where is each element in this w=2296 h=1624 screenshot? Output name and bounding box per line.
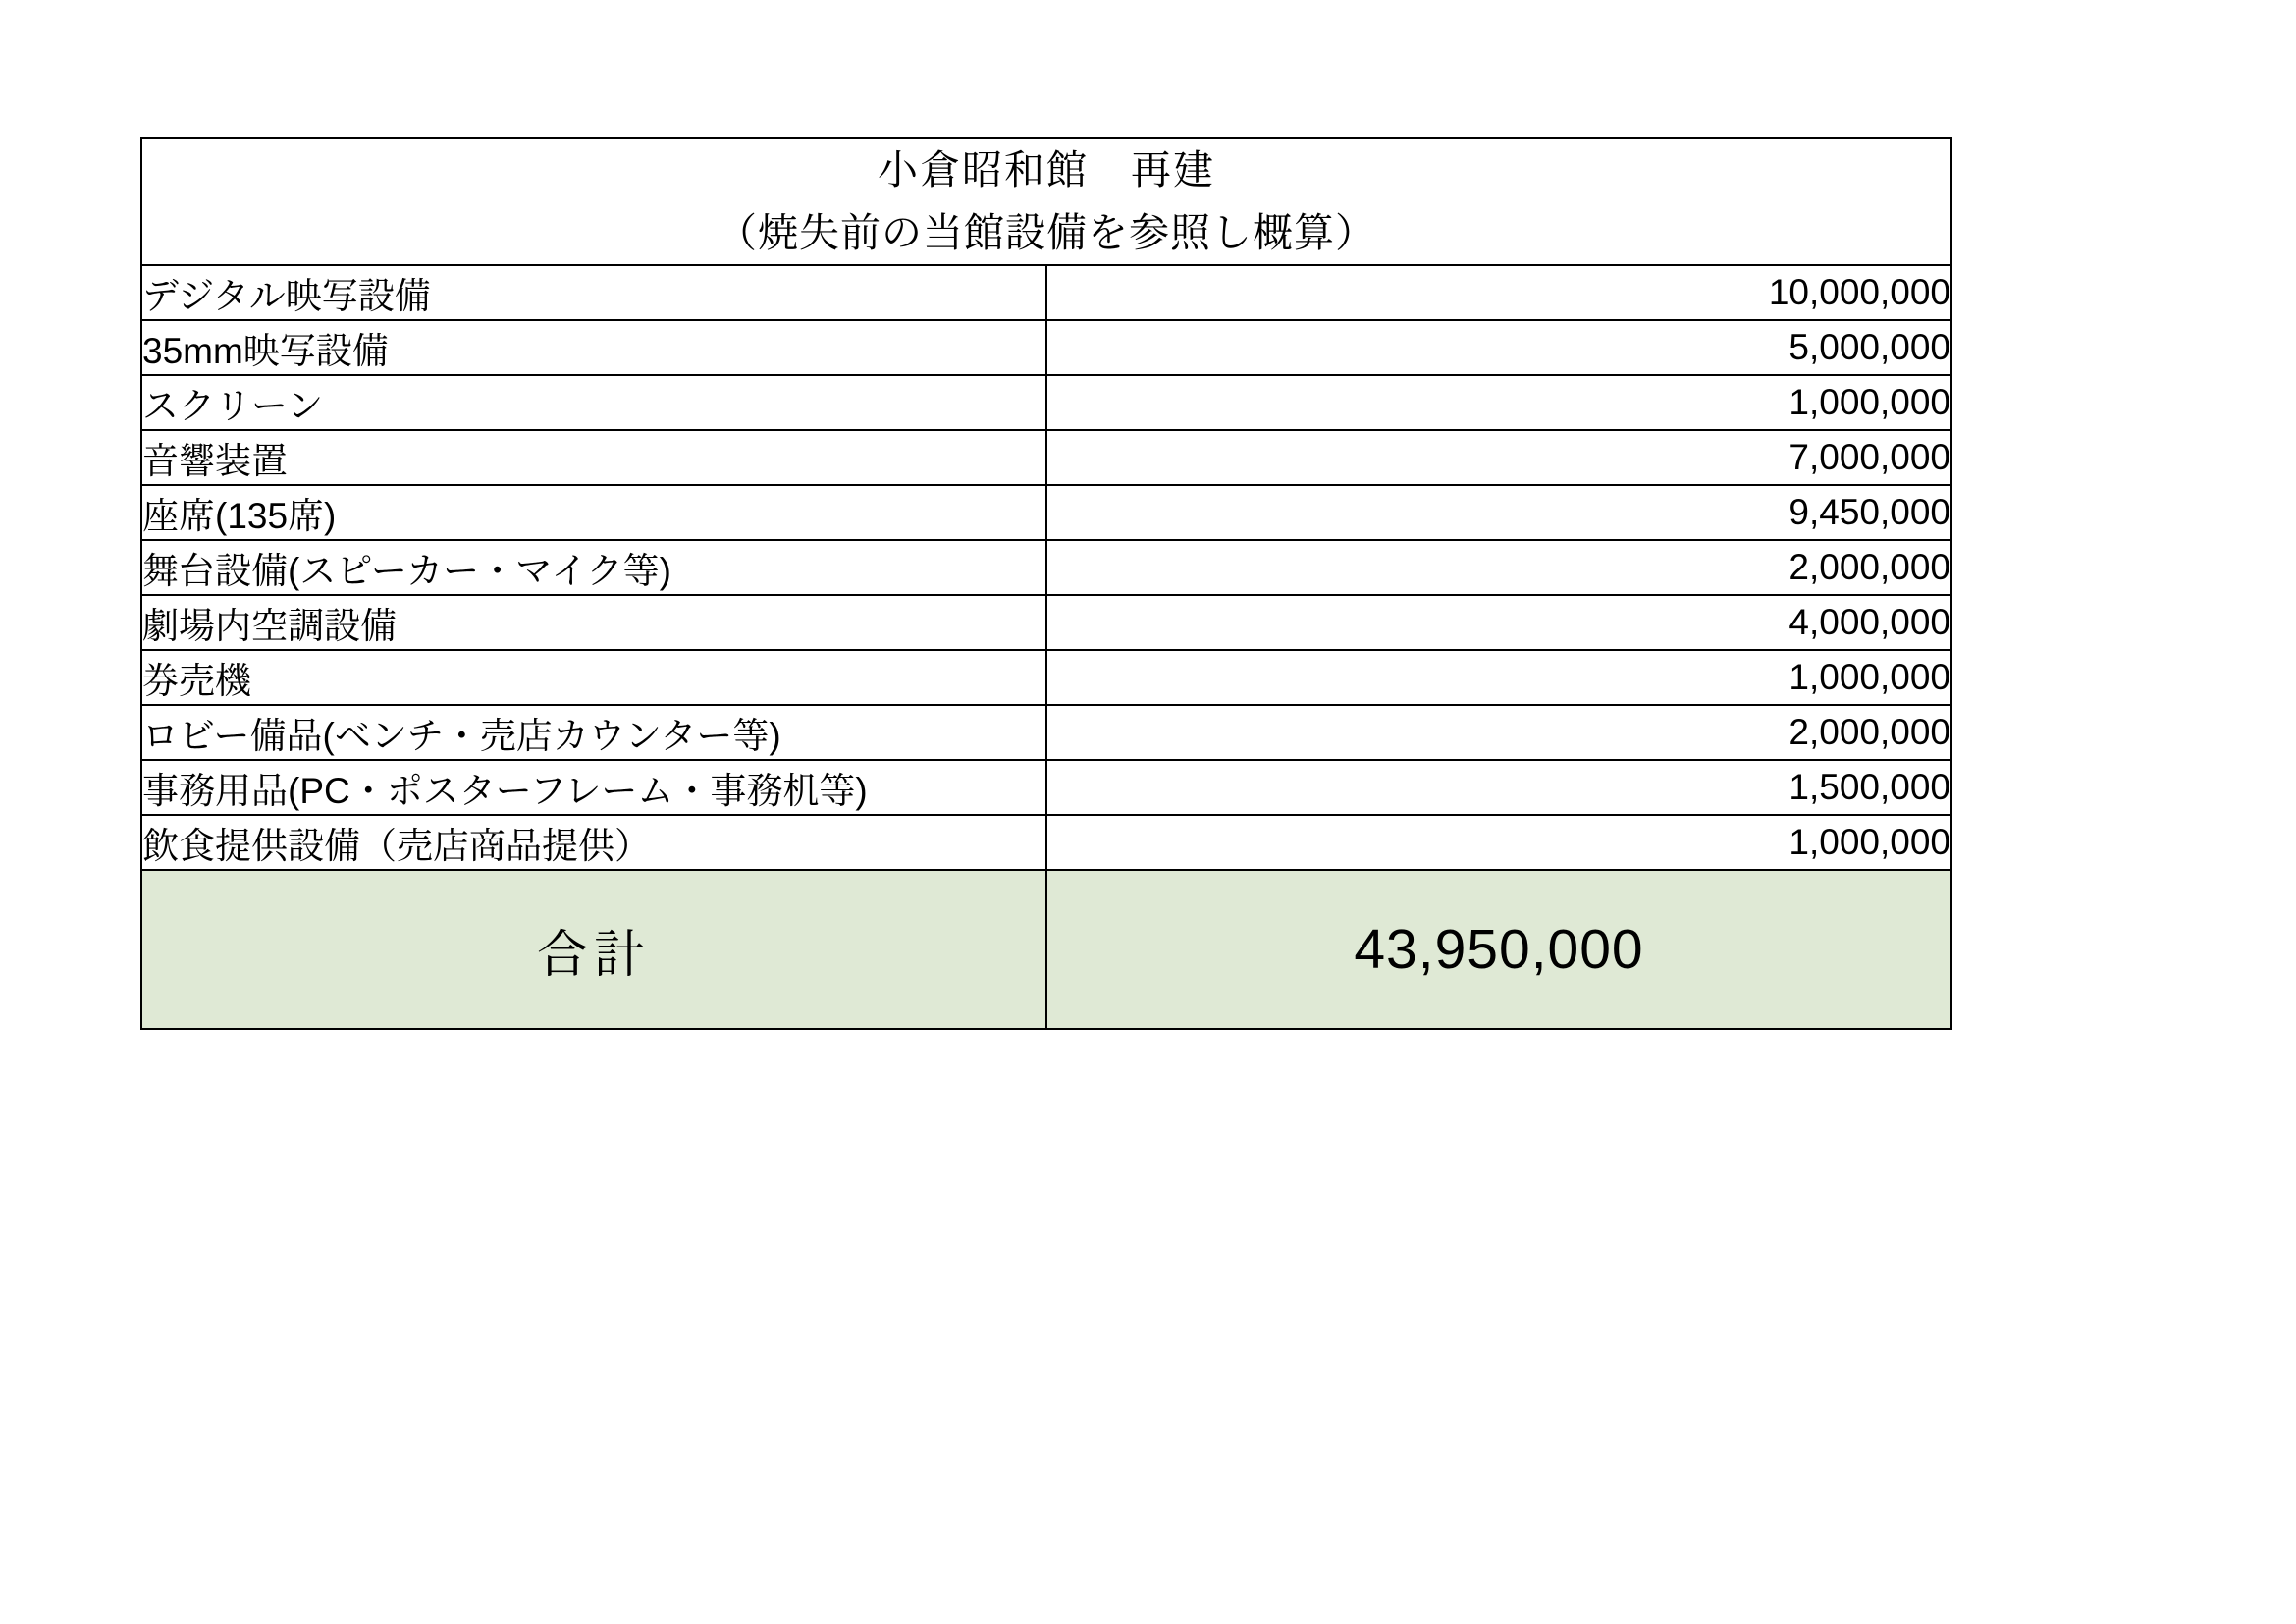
table-row	[141, 815, 1951, 870]
item-label: 券売機	[141, 650, 1046, 705]
table-row	[141, 430, 1951, 485]
table-row	[141, 540, 1951, 595]
item-label: 舞台設備(スピーカー・マイク等)	[141, 540, 1046, 595]
item-value: 9,450,000	[1046, 485, 1951, 540]
table-row	[141, 760, 1951, 815]
item-value: 1,000,000	[1046, 375, 1951, 430]
item-label: デジタル映写設備	[141, 265, 1046, 320]
item-label: スクリーン	[141, 375, 1046, 430]
item-label: 飲食提供設備（売店商品提供）	[141, 815, 1046, 870]
table-row	[141, 265, 1951, 320]
item-value: 1,500,000	[1046, 760, 1951, 815]
total-row	[141, 870, 1951, 1029]
item-value: 2,000,000	[1046, 540, 1951, 595]
total-label: 合計	[141, 870, 1046, 1029]
item-label: 劇場内空調設備	[141, 595, 1046, 650]
item-label: 音響装置	[141, 430, 1046, 485]
reconstruction-budget-table	[140, 137, 1952, 1030]
item-value: 5,000,000	[1046, 320, 1951, 375]
item-value: 1,000,000	[1046, 815, 1951, 870]
table-row	[141, 650, 1951, 705]
table-header-row	[141, 138, 1951, 265]
table-title-cell	[141, 138, 1951, 265]
item-label: 35mm映写設備	[141, 320, 1046, 375]
table-row	[141, 375, 1951, 430]
table-row	[141, 595, 1951, 650]
total-value: 43,950,000	[1046, 870, 1951, 1029]
item-value: 7,000,000	[1046, 430, 1951, 485]
page-title: 小倉昭和館 再建	[878, 147, 1215, 192]
table-row	[141, 485, 1951, 540]
item-value: 2,000,000	[1046, 705, 1951, 760]
item-value: 4,000,000	[1046, 595, 1951, 650]
table-row	[141, 320, 1951, 375]
page-subtitle: （焼失前の当館設備を参照し概算）	[717, 209, 1376, 255]
item-label: 事務用品(PC・ポスターフレーム・事務机等)	[141, 760, 1046, 815]
table-row	[141, 705, 1951, 760]
item-value: 1,000,000	[1046, 650, 1951, 705]
item-label: 座席(135席)	[141, 485, 1046, 540]
item-label: ロビー備品(ベンチ・売店カウンター等)	[141, 705, 1046, 760]
item-value: 10,000,000	[1046, 265, 1951, 320]
